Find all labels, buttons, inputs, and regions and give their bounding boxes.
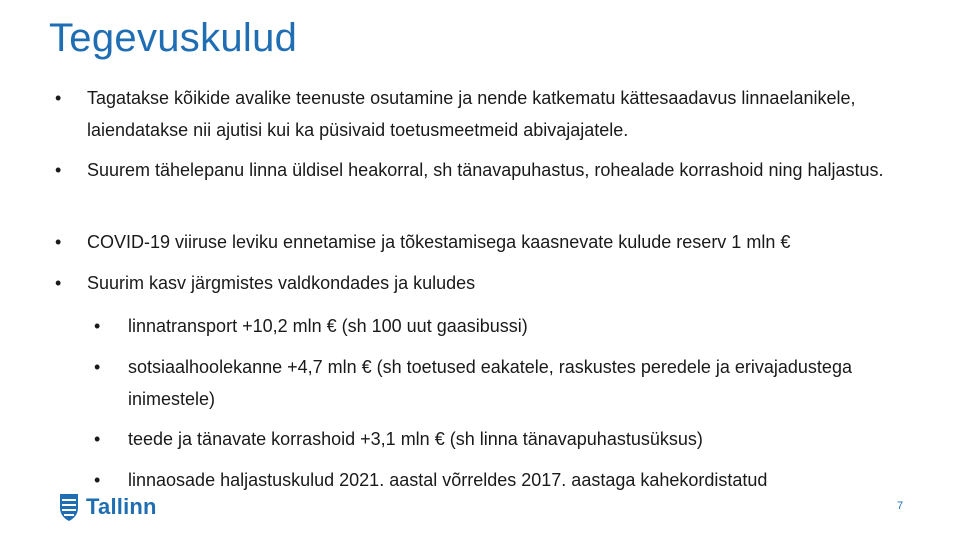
bullet-dot: • [55, 88, 62, 108]
bullet-text: COVID-19 viiruse leviku ennetamise ja tõkestamisega kaasnevate kulude reserv 1 mln € [87, 232, 791, 252]
bullet-text: Suurim kasv järgmistes valdkondades ja kuludes [87, 273, 476, 293]
sub-bullet-text: linnaosade haljastuskulud 2021. aastal võrreldes 2017. aastaga kahekordistatud [128, 470, 768, 490]
sub-bullet-text: teede ja tänavate korrashoid +3,1 mln € (sh linna tänavapuhastusüksus) [128, 429, 703, 449]
bullet-text: Suurem tähelepanu linna üldisel heakorral, sh tänavapuhastus, rohealade korrashoid ning haljastus. [87, 160, 884, 180]
bullet-text: Tagatakse kõikide avalike teenuste osutamine ja nende katkematu kättesaadavus linnaelanikele, laiendatakse nii ajutisi kui ka püsivaid toetusmeetmeid abivajajatele. [87, 88, 856, 140]
bullet-dot: • [94, 357, 101, 377]
logo-text: Tallinn [86, 494, 157, 519]
bullet-dot: • [55, 273, 62, 293]
bullet-dot: • [55, 160, 62, 180]
bullet-dot: • [94, 429, 101, 449]
bullet-dot: • [55, 232, 62, 252]
bullet-dot: • [94, 316, 101, 336]
tallinn-coat-of-arms-icon [58, 492, 80, 522]
sub-bullet-text: sotsiaalhoolekanne +4,7 mln € (sh toetused eakatele, raskustes peredele ja erivajadustega inimestele) [128, 357, 852, 409]
sub-bullet-text: linnatransport +10,2 mln € (sh 100 uut gaasibussi) [128, 316, 528, 336]
page-number: 7 [897, 500, 904, 512]
bullet-dot: • [94, 470, 101, 490]
page-title: Tegevuskulud [49, 16, 298, 60]
tallinn-logo [58, 492, 157, 522]
